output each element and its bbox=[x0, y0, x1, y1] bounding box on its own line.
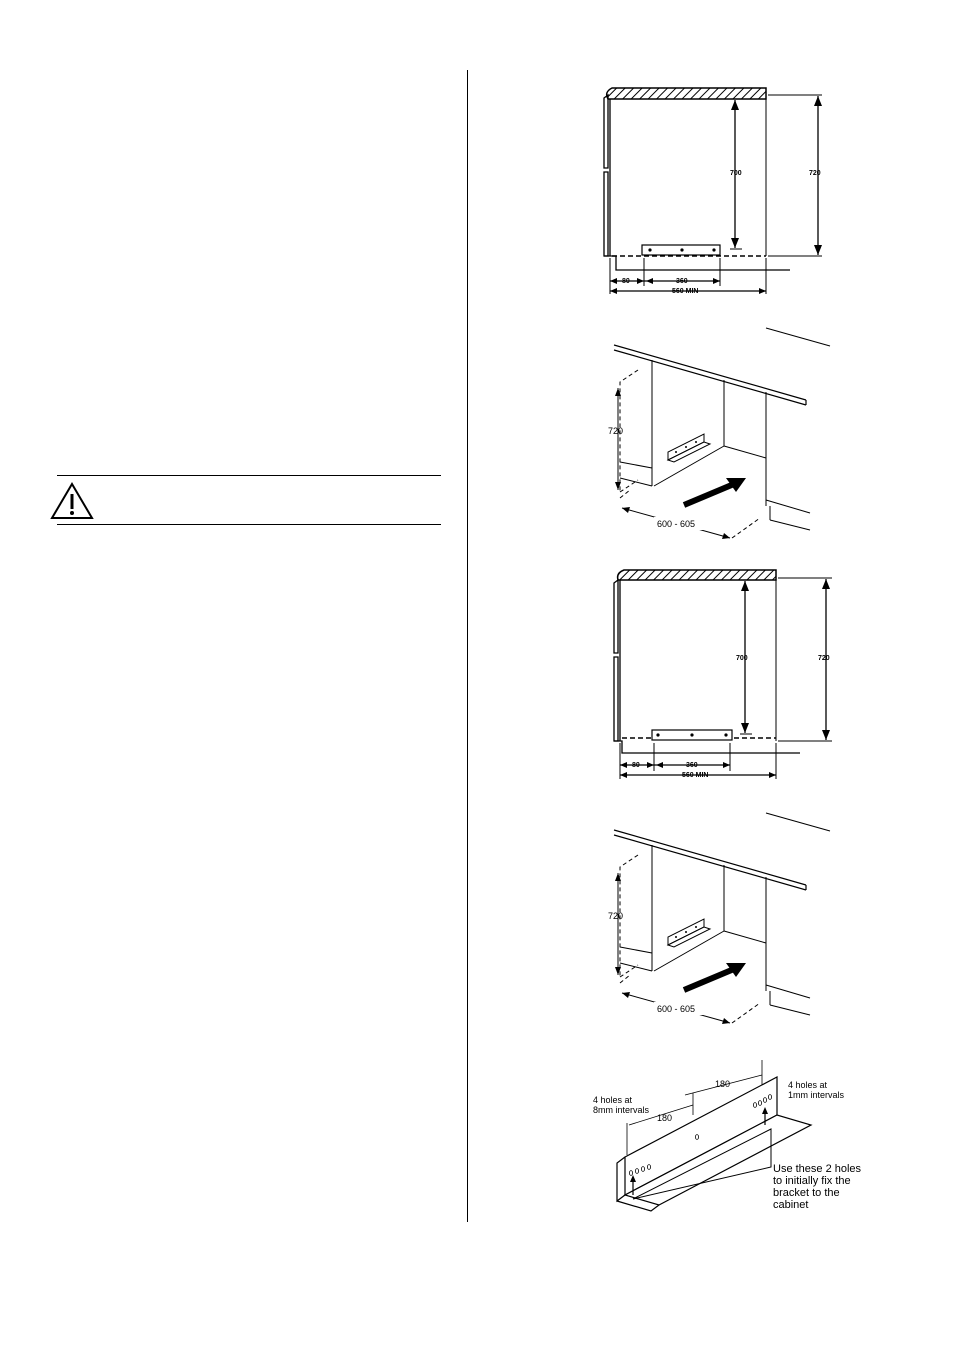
left-holes-label-line1: 4 holes at bbox=[593, 1095, 633, 1105]
warning-rule-top bbox=[57, 475, 441, 476]
dim-width-label: 600 - 605 bbox=[657, 519, 696, 529]
note-line4: cabinet bbox=[773, 1199, 809, 1211]
figure-cabinet-perspective-1 bbox=[600, 320, 840, 545]
figure-cabinet-section-2 bbox=[600, 565, 850, 785]
right-holes-label-line2: 1mm intervals bbox=[788, 1090, 845, 1100]
dim-80-label: 80 bbox=[632, 762, 640, 769]
right-holes-label-line1: 4 holes at bbox=[788, 1080, 828, 1090]
dim-360-label: 360 bbox=[676, 278, 688, 285]
dim-360-label: 360 bbox=[686, 762, 698, 769]
dim-560-label: 560 MIN bbox=[682, 772, 709, 779]
column-divider bbox=[467, 70, 468, 1222]
dim-width-label: 600 - 605 bbox=[657, 1004, 696, 1014]
warning-rule-bottom bbox=[57, 524, 441, 525]
dim-720-label: 720 bbox=[608, 911, 624, 921]
left-holes-label-line2: 8mm intervals bbox=[593, 1105, 650, 1115]
dim-700-label: 700 bbox=[730, 170, 742, 177]
warning-icon bbox=[50, 482, 94, 520]
figure-cabinet-perspective-2 bbox=[600, 805, 840, 1030]
dim-720-label: 720 bbox=[809, 170, 821, 177]
dim-720-label: 720 bbox=[818, 655, 830, 662]
dim-180-side-label: 180 bbox=[657, 1113, 673, 1123]
note-line2: to initially fix the bbox=[773, 1175, 851, 1187]
note-line1: Use these 2 holes bbox=[773, 1163, 862, 1175]
dim-80-label: 80 bbox=[622, 278, 630, 285]
dim-180-top-label: 180 bbox=[715, 1079, 731, 1089]
dim-720-label: 720 bbox=[608, 426, 624, 436]
dim-700-label: 700 bbox=[736, 655, 748, 662]
figure-bracket-detail bbox=[585, 1055, 862, 1220]
dim-560-label: 560 MIN bbox=[672, 288, 699, 295]
figure-cabinet-section-1 bbox=[590, 80, 840, 300]
note-line3: bracket to the bbox=[773, 1187, 840, 1199]
